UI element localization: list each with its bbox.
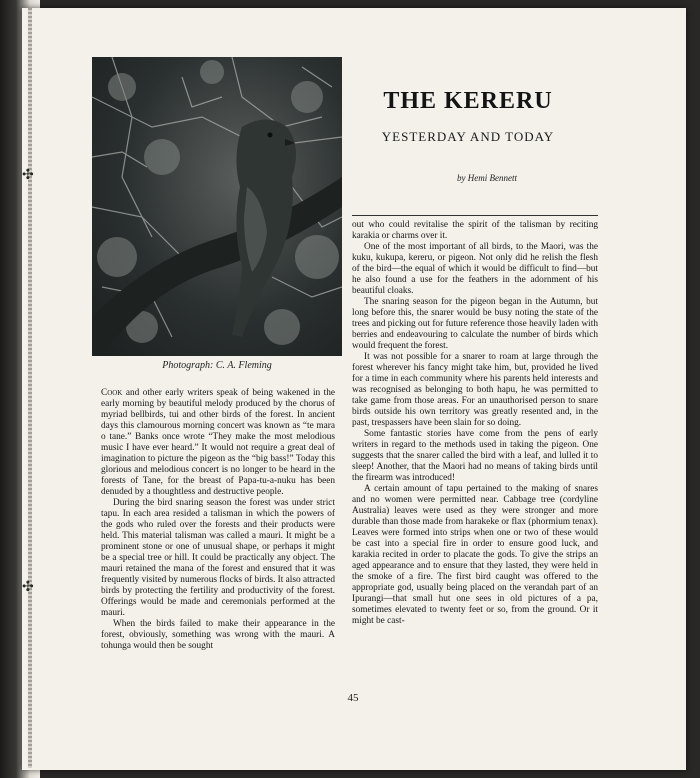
title-divider [352,215,598,216]
paragraph: A certain amount of tapu pertained to the making of snares and no women were permitted near. Cabbage tree (cordyline Australia) leaves were used as they were stronger and more durable than those made from harakeke or flax (phormium tenax). Leaves were formed into strips when one or two of these would be cast into a special fire in order to ensure good luck, and karakia recited in order to placate the gods. To give the strips an aged appearance and to ensure that they lasted, they were held in the smoke of a fire. The first bird caught was offered to the appropriate god, usually being placed on the verandah part of an Ipurangi—that small hut one sees in old pictures of a pa, sometimes elevated to twenty feet or so, from the ground. Or it might be cast- [352,484,598,626]
paragraph: The snaring season for the pigeon began in the Autumn, but long before this, the snarer would be busy noting the state of the trees and picking out for future reference those heavily laden with berries and endeavouring to calculate the number of birds which would frequent the forest. [352,297,598,351]
article-subtitle: YESTERDAY AND TODAY [381,129,555,144]
paragraph-text: and other early writers speak of being wakened in the early morning by beautiful melody produced by the chorus of myriad bellbirds, tui and other birds of the forest. In ancient days this clamourous morning concert was known as “te mara o tane.” Banks once wrote “They make the most melodious music I have ever heard.” It would not require a great deal of imagination to picture the pigeon as the “big bass!” Today this glorious and melodious concert is no longer to be heard in the forests of Tane, for the breast of Papa-tu-a-nuku has been denuded by a thoughtless and destructive people. [101,388,335,497]
right-text-column [352,220,598,627]
page-number: 45 [347,692,359,704]
paragraph: During the bird snaring season the forest was under strict tapu. In each area resided a talisman in which the powers of the gods who ruled over the forests and their products were held. This material talisman was called a mauri. It might be a prominent stone or one of unusual shape, or perhaps it might be a special tree or hill. It could be practically any object. The mauri retained the mana of the forest and ensured that it was frequently visited by numerous flocks of birds. It also attracted birds by protecting the fertility and productivity of the forest. Offerings would be made and ceremonials performed at the mauri. [101,498,335,618]
staple-mark: ✣ [22,580,34,595]
article-byline: by Hemi Bennett [457,173,517,183]
paragraph: When the birds failed to make their appearance in the forest, obviously, something was wrong with the mauri. A tohunga would then be sought [101,619,335,651]
pigeon-in-tree-illustration [92,57,342,356]
caption-photographer: : C. A. Fleming [210,360,272,371]
paragraph: One of the most important of all birds, to the Maori, was the kuku, kukupa, kereru, or pigeon. Not only did he relish the flesh of the bird—the equal of which it would be difficult to find—but he also found a use for the feathers in the adornment of his beautiful cloaks. [352,242,598,296]
paragraph [101,388,335,498]
staple-mark: ✣ [22,168,34,183]
paragraph: out who could revitalise the spirit of the talisman by reciting karakia or charms over it. [352,220,598,241]
article-title: THE KERERU [383,88,553,114]
caption-prefix: Photograph [162,360,210,371]
paragraph: It was not possible for a snarer to roam at large through the forest wherever his fancy might take him, but, provided he lived for a time in each community where his parents held interests and was recognised as belonging to both hapu, he was permitted to take game from those areas. For an unauthorised person to snare birds outside his own territory was greatly resented and, in the past, trespassers have been slain for so doing. [352,352,598,428]
left-text-column [101,388,335,652]
drop-lead-word: Cook [101,388,123,398]
photo-caption [92,360,342,371]
kereru-photograph [92,57,342,356]
page-gutter [28,8,32,768]
paragraph: Some fantastic stories have come from the pens of early writers in regard to the methods used in taking the pigeon. One suggests that the snarer called the bird with a leaf, and lulled it to sleep! Another, that the Maori had no means of taking birds until the firearm was introduced! [352,429,598,483]
